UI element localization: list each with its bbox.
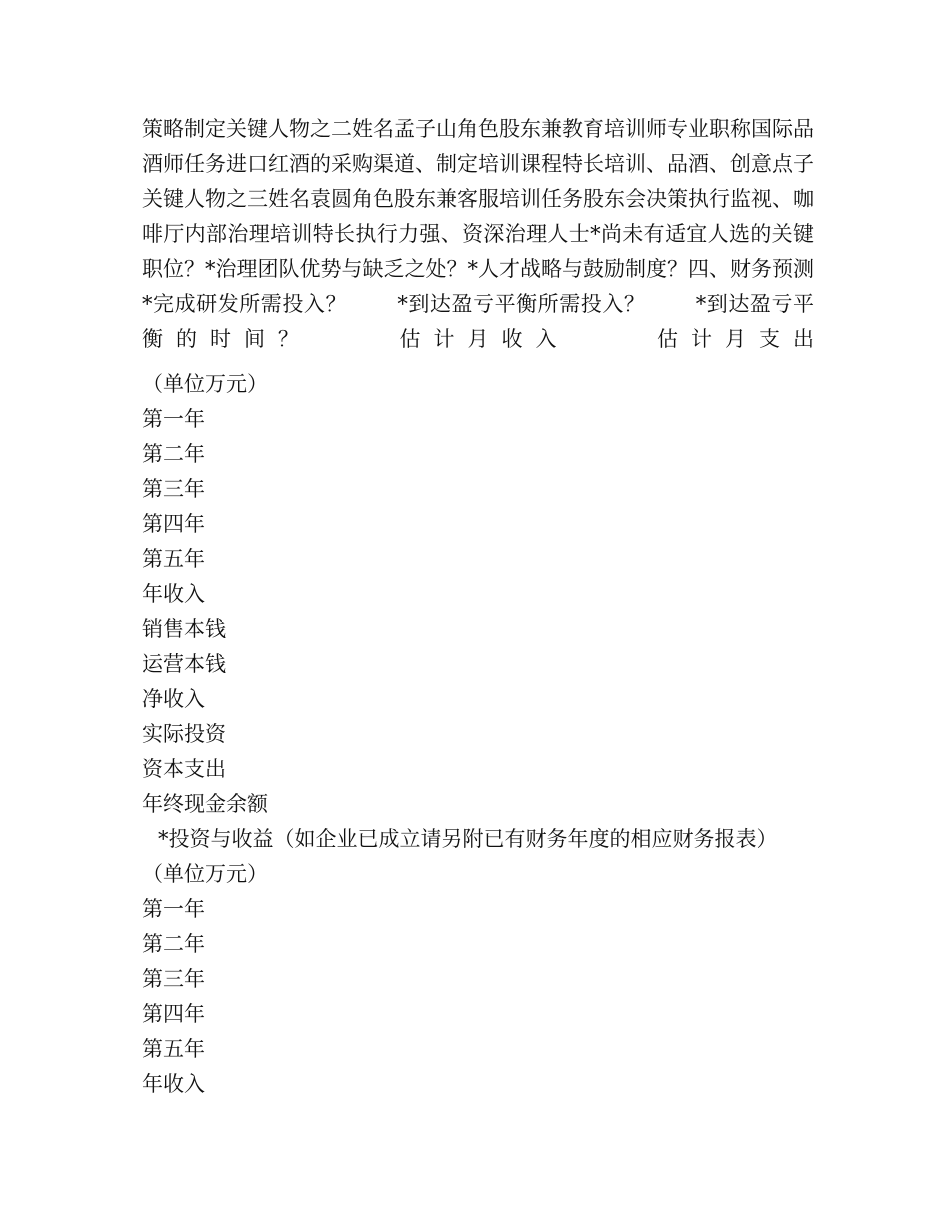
- row-label: 第三年: [142, 967, 205, 991]
- unit-label: （单位万元）: [142, 372, 268, 396]
- row-label: 年终现金余额: [142, 792, 268, 816]
- row-label: 实际投资: [142, 722, 226, 746]
- row-label: 第五年: [142, 1037, 205, 1061]
- row-label: 第一年: [142, 407, 205, 431]
- row-label: 第二年: [142, 932, 205, 956]
- body-paragraph: 策略制定关键人物之二姓名孟子山角色股东兼教育培训师专业职称国际品酒师任务进口红酒的采购渠道、制定培训课程特长培训、品酒、创意点子关键人物之三姓名袁圆角色股东兼客服培训任务股东会决策执行监视、咖啡厅内部治理培训特长执行力强、资深治理人士*尚未有适宜人选的关键职位？*治理团队优势与缺乏之处？*人才战略与鼓励制度？四、财务预测*完成研发所需投入？ *到达盈亏平衡所需投入？ *到达盈亏平衡的时间？ 估计月收入 估计月支出: [142, 117, 814, 351]
- row-label: 第四年: [142, 512, 205, 536]
- row-label: 第三年: [142, 477, 205, 501]
- row-label: 第一年: [142, 897, 205, 921]
- unit-label: （单位万元）: [142, 862, 268, 886]
- row-label: 销售本钱: [142, 617, 226, 641]
- row-label: 年收入: [142, 1072, 205, 1096]
- row-label: 运营本钱: [142, 652, 226, 676]
- section-heading: *投资与收益（如企业已成立请另附已有财务年度的相应财务报表）: [158, 827, 778, 851]
- row-label: 第四年: [142, 1002, 205, 1026]
- row-label: 资本支出: [142, 757, 226, 781]
- row-label: 年收入: [142, 582, 205, 606]
- row-label: 净收入: [142, 687, 205, 711]
- row-label: 第五年: [142, 547, 205, 571]
- row-label: 第二年: [142, 442, 205, 466]
